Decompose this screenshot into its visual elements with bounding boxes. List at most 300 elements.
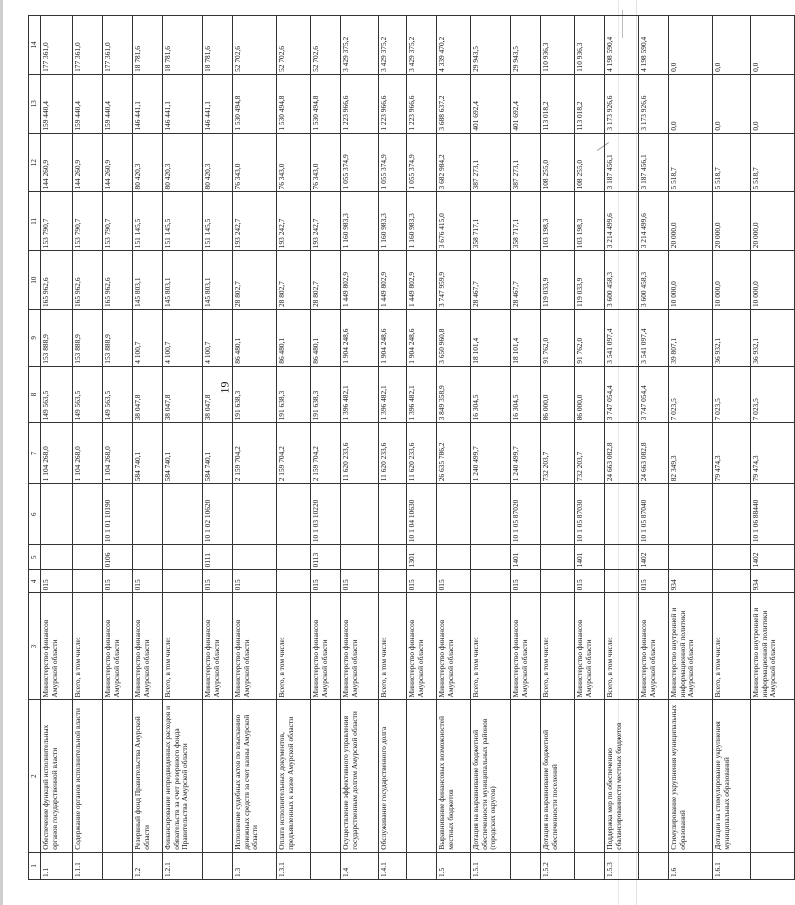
column-number: 6 <box>29 484 41 545</box>
table-cell: 24 663 082,8 <box>639 423 669 484</box>
table-cell: 4 100,7 <box>203 310 233 367</box>
column-number: 9 <box>29 310 41 367</box>
table-cell: 80 420,3 <box>163 133 203 192</box>
table-cell: 193 242,7 <box>277 192 311 251</box>
table-cell: 2 159 704,2 <box>311 423 341 484</box>
table-cell: 165 962,6 <box>41 251 73 310</box>
table-cell <box>73 484 103 545</box>
table-cell: Дотации на стимулирование укрупнения муниципальных образований <box>713 700 751 852</box>
table-cell: 28 802,7 <box>233 251 277 310</box>
table-cell: 401 692,4 <box>511 74 541 133</box>
table-cell <box>103 700 133 852</box>
table-cell: 165 962,6 <box>73 251 103 310</box>
table-cell: 0113 <box>311 545 341 570</box>
table-cell <box>541 484 575 545</box>
table-cell: 10 000,0 <box>751 251 795 310</box>
table-cell: 91 762,0 <box>541 310 575 367</box>
table-cell: 144 260,9 <box>103 133 133 192</box>
table-cell <box>471 545 511 570</box>
table-row <box>437 16 471 880</box>
table-cell <box>751 852 795 879</box>
table-cell: 1.3.1 <box>277 852 311 879</box>
table-cell: 0,0 <box>751 74 795 133</box>
table-cell: Министерство внутренней и информационной политики Амурской области <box>751 593 795 700</box>
table-cell <box>639 700 669 852</box>
table-cell: 3 429 375,2 <box>379 16 407 75</box>
table-cell: 1 223 966,6 <box>379 74 407 133</box>
table-cell: 3 747 054,4 <box>639 366 669 423</box>
table-cell: 1401 <box>511 545 541 570</box>
page-number: 19 <box>217 381 232 394</box>
column-number: 4 <box>29 570 41 593</box>
table-row <box>103 16 133 880</box>
table-cell: 015 <box>341 570 379 593</box>
table-cell: 149 563,5 <box>103 366 133 423</box>
table-cell: Министерство финансов Амурской области <box>41 593 73 700</box>
table-cell: 2 159 704,2 <box>277 423 311 484</box>
table-cell <box>41 484 73 545</box>
table-cell: 3 541 097,4 <box>605 310 639 367</box>
table-cell: 151 145,5 <box>133 192 163 251</box>
table-cell: 103 198,3 <box>575 192 605 251</box>
table-cell: 4 198 590,4 <box>605 16 639 75</box>
page-edge-left <box>0 0 3 905</box>
table-cell <box>541 570 575 593</box>
table-cell: 153 790,7 <box>41 192 73 251</box>
table-cell: 38 047,8 <box>163 366 203 423</box>
table-cell: 4 100,7 <box>163 310 203 367</box>
table-cell: 39 807,1 <box>669 310 713 367</box>
table-cell: 145 803,1 <box>163 251 203 310</box>
table-cell: 146 441,1 <box>163 74 203 133</box>
table-cell: 358 717,1 <box>471 192 511 251</box>
table-cell: 1402 <box>639 545 669 570</box>
table-cell: 015 <box>407 570 437 593</box>
table-cell: 11 620 233,6 <box>341 423 379 484</box>
table-cell: 1 160 983,3 <box>407 192 437 251</box>
table-cell: 934 <box>751 570 795 593</box>
table-cell: 86 480,1 <box>233 310 277 367</box>
table-cell: 1.4.1 <box>379 852 407 879</box>
table-cell: 29 943,5 <box>471 16 511 75</box>
table-cell <box>73 545 103 570</box>
table-row <box>41 16 73 880</box>
table-cell: 1 055 374,9 <box>379 133 407 192</box>
table-cell: 10 000,0 <box>713 251 751 310</box>
table-cell: 1 530 494,8 <box>277 74 311 133</box>
table-cell: 18 101,4 <box>511 310 541 367</box>
table-cell: 1.6.1 <box>713 852 751 879</box>
table-row <box>713 16 751 880</box>
table-cell <box>471 484 511 545</box>
table-cell: 5 518,7 <box>669 133 713 192</box>
table-cell: 1 396 482,1 <box>407 366 437 423</box>
column-number: 1 <box>29 852 41 879</box>
table-cell <box>379 570 407 593</box>
table-cell: 38 047,8 <box>203 366 233 423</box>
table-cell: 1.2.1 <box>163 852 203 879</box>
table-cell: 76 343,0 <box>311 133 341 192</box>
table-cell: Содержание органов исполнительной власти <box>73 700 103 852</box>
column-number: 8 <box>29 366 41 423</box>
table-cell: 015 <box>437 570 471 593</box>
table-cell <box>605 545 639 570</box>
table-cell: 52 702,6 <box>233 16 277 75</box>
table-cell: 1 055 374,9 <box>341 133 379 192</box>
table-cell: 1402 <box>751 545 795 570</box>
table-cell: 113 018,2 <box>541 74 575 133</box>
table-cell: 18 781,6 <box>133 16 163 75</box>
table-cell: Министерство внутренней и информационной политики Амурской области <box>669 593 713 700</box>
table-cell <box>511 700 541 852</box>
table-cell: Выравнивание финансовых возможностей местных бюджетов <box>437 700 471 852</box>
table-cell <box>311 700 341 852</box>
table-cell: 3 747 054,4 <box>605 366 639 423</box>
table-cell: 3 650 960,8 <box>437 310 471 367</box>
table-row <box>751 16 795 880</box>
table-cell: 0,0 <box>669 74 713 133</box>
table-cell: Всего, в том числе: <box>379 593 407 700</box>
table-cell: 1.5 <box>437 852 471 879</box>
table-cell: 1 223 966,6 <box>341 74 379 133</box>
table-cell: 1 240 499,7 <box>511 423 541 484</box>
table-cell <box>163 545 203 570</box>
table-cell: 108 255,0 <box>575 133 605 192</box>
table-cell <box>133 545 163 570</box>
table-cell: 119 033,9 <box>541 251 575 310</box>
table-cell: 10 1 05 87020 <box>511 484 541 545</box>
table-cell: 10 1 03 10220 <box>311 484 341 545</box>
column-number: 7 <box>29 423 41 484</box>
table-cell: 193 242,7 <box>233 192 277 251</box>
table-row <box>511 16 541 880</box>
table-cell: 151 145,5 <box>163 192 203 251</box>
table-cell: 193 242,7 <box>311 192 341 251</box>
table-cell: 149 563,5 <box>73 366 103 423</box>
table-cell: 52 702,6 <box>311 16 341 75</box>
table-row <box>471 16 511 880</box>
table-cell: Министерство финансов Амурской области <box>311 593 341 700</box>
table-cell: 1 104 268,0 <box>73 423 103 484</box>
table-cell: 11 620 233,6 <box>379 423 407 484</box>
table-cell: 0,0 <box>751 16 795 75</box>
table-cell: Министерство финансов Амурской области <box>133 593 163 700</box>
table-cell: 4 198 590,4 <box>639 16 669 75</box>
table-cell: 20 000,0 <box>751 192 795 251</box>
table-cell: 146 441,1 <box>203 74 233 133</box>
table-cell: 3 600 458,3 <box>605 251 639 310</box>
table-cell <box>163 484 203 545</box>
table-cell: 86 480,1 <box>311 310 341 367</box>
table-cell: 3 541 097,4 <box>639 310 669 367</box>
table-cell: 10 1 05 87040 <box>639 484 669 545</box>
table-cell: 3 849 358,9 <box>437 366 471 423</box>
column-number: 3 <box>29 593 41 700</box>
table-row <box>407 16 437 880</box>
table-cell <box>751 700 795 852</box>
table-cell: 145 803,1 <box>133 251 163 310</box>
table-cell: 1 104 268,0 <box>103 423 133 484</box>
column-number: 2 <box>29 700 41 852</box>
table-cell: 015 <box>133 570 163 593</box>
table-cell: 144 260,9 <box>41 133 73 192</box>
table-cell: 24 663 082,8 <box>605 423 639 484</box>
table-cell <box>133 484 163 545</box>
table-cell: Обеспечение функций исполнительных органов государственной власти <box>41 700 73 852</box>
table-cell: 153 888,9 <box>73 310 103 367</box>
table-cell: 191 638,3 <box>277 366 311 423</box>
table-cell: 3 429 375,2 <box>407 16 437 75</box>
table-cell <box>407 700 437 852</box>
table-cell: 015 <box>311 570 341 593</box>
table-cell: Министерство финансов Амурской области <box>639 593 669 700</box>
table-cell: 146 441,1 <box>133 74 163 133</box>
table-cell: 177 361,0 <box>73 16 103 75</box>
table-cell <box>163 570 203 593</box>
table-cell: 7 023,5 <box>669 366 713 423</box>
table-cell: 145 803,1 <box>203 251 233 310</box>
table-cell: Министерство финансов Амурской области <box>407 593 437 700</box>
table-row <box>133 16 163 880</box>
table-cell: 29 943,5 <box>511 16 541 75</box>
table-cell: 3 214 499,6 <box>639 192 669 251</box>
table-cell: 3 214 499,6 <box>605 192 639 251</box>
table-cell: 1.2 <box>133 852 163 879</box>
table-cell: 3 600 458,3 <box>639 251 669 310</box>
table-cell: 358 717,1 <box>511 192 541 251</box>
table-row <box>639 16 669 880</box>
table-cell: 015 <box>639 570 669 593</box>
column-number: 12 <box>29 133 41 192</box>
table-cell: 1 396 482,1 <box>341 366 379 423</box>
table-cell: 103 198,3 <box>541 192 575 251</box>
column-number: 5 <box>29 545 41 570</box>
table-cell: Всего, в том числе: <box>605 593 639 700</box>
table-cell: 11 620 233,6 <box>407 423 437 484</box>
table-cell: 1 396 482,1 <box>379 366 407 423</box>
table-cell: 1 904 248,6 <box>341 310 379 367</box>
table-cell <box>341 545 379 570</box>
table-cell: Дотация на выравнивание бюджетной обеспеченности поселений <box>541 700 575 852</box>
table-cell: 7 023,5 <box>751 366 795 423</box>
table-cell: Министерство финансов Амурской области <box>233 593 277 700</box>
table-cell: 1.1.1 <box>73 852 103 879</box>
table-cell: 91 762,0 <box>575 310 605 367</box>
table-cell: 1 530 494,8 <box>311 74 341 133</box>
table-cell: 5 518,7 <box>713 133 751 192</box>
table-cell: 1 904 248,6 <box>379 310 407 367</box>
table-row <box>163 16 203 880</box>
table-cell: 80 420,3 <box>203 133 233 192</box>
table-cell: 28 467,7 <box>511 251 541 310</box>
table-cell: 015 <box>511 570 541 593</box>
table-cell: 1 160 983,3 <box>379 192 407 251</box>
table-cell: Министерство финансов Амурской области <box>203 593 233 700</box>
table-cell: 10 1 01 10190 <box>103 484 133 545</box>
table-cell <box>311 852 341 879</box>
table-cell <box>575 700 605 852</box>
table-cell: 3 173 926,6 <box>639 74 669 133</box>
table-cell: Всего, в том числе: <box>163 593 203 700</box>
table-body <box>29 16 795 880</box>
table-cell: Исполнение судебных актов по взысканию денежных средств за счет казны Амурской области <box>233 700 277 852</box>
table-cell: 934 <box>669 570 713 593</box>
table-cell: 015 <box>233 570 277 593</box>
table-cell <box>379 484 407 545</box>
table-cell <box>203 700 233 852</box>
table-cell: Министерство финансов Амурской области <box>575 593 605 700</box>
table-cell: 0,0 <box>713 16 751 75</box>
table-cell: 153 888,9 <box>103 310 133 367</box>
table-cell: 7 023,5 <box>713 366 751 423</box>
table-cell: 3 747 959,9 <box>437 251 471 310</box>
table-cell: 165 962,6 <box>103 251 133 310</box>
table-cell: 79 474,3 <box>713 423 751 484</box>
table-cell <box>277 570 311 593</box>
table-cell: 10 1 04 10630 <box>407 484 437 545</box>
table-cell: 1 530 494,8 <box>233 74 277 133</box>
table-cell <box>713 570 751 593</box>
table-cell: 76 343,0 <box>277 133 311 192</box>
table-cell: 015 <box>575 570 605 593</box>
table-cell: 10 000,0 <box>669 251 713 310</box>
table-cell: 401 692,4 <box>471 74 511 133</box>
table-cell: 86 480,1 <box>277 310 311 367</box>
table-cell: Стимулирование укрупнения муниципальных образований <box>669 700 713 852</box>
table-cell: 18 781,6 <box>163 16 203 75</box>
table-cell <box>575 852 605 879</box>
table-cell: 177 361,0 <box>103 16 133 75</box>
table-row <box>73 16 103 880</box>
table-cell: 015 <box>203 570 233 593</box>
table-cell: 28 802,7 <box>277 251 311 310</box>
table-cell: 3 676 415,0 <box>437 192 471 251</box>
table-cell: 153 888,9 <box>41 310 73 367</box>
table-cell <box>277 545 311 570</box>
table-cell: Министерство финансов Амурской области <box>341 593 379 700</box>
table-cell: 16 304,5 <box>511 366 541 423</box>
table-cell: 1 449 802,9 <box>379 251 407 310</box>
table-cell: Осуществление эффективного управления государственным долгом Амурской области <box>341 700 379 852</box>
table-cell: 015 <box>103 570 133 593</box>
table-cell: 4 100,7 <box>133 310 163 367</box>
table-cell <box>41 545 73 570</box>
table-cell: Министерство финансов Амурской области <box>103 593 133 700</box>
table-cell: 732 203,7 <box>541 423 575 484</box>
table-cell: 191 638,3 <box>233 366 277 423</box>
table-cell <box>437 545 471 570</box>
column-number: 13 <box>29 74 41 133</box>
table-cell: 3 688 637,2 <box>437 74 471 133</box>
table-cell <box>233 484 277 545</box>
table-cell: 26 635 786,2 <box>437 423 471 484</box>
table-row <box>575 16 605 880</box>
table-cell: 1 104 268,0 <box>41 423 73 484</box>
table-cell: 3 187 456,1 <box>639 133 669 192</box>
table-cell: 28 467,7 <box>471 251 511 310</box>
table-cell: 1.1 <box>41 852 73 879</box>
table-cell: Всего, в том числе: <box>541 593 575 700</box>
table-cell: 5 518,7 <box>751 133 795 192</box>
budget-table <box>28 15 795 880</box>
table-cell: 28 802,7 <box>311 251 341 310</box>
table-cell: 108 255,0 <box>541 133 575 192</box>
table-cell <box>713 484 751 545</box>
table-cell: 79 474,3 <box>751 423 795 484</box>
table-row <box>605 16 639 880</box>
table-cell: 584 740,1 <box>163 423 203 484</box>
table-cell: 159 440,4 <box>41 74 73 133</box>
table-cell: 2 159 704,2 <box>233 423 277 484</box>
table-cell <box>511 852 541 879</box>
table-cell: 191 638,3 <box>311 366 341 423</box>
table-cell: 3 173 926,6 <box>605 74 639 133</box>
table-cell <box>471 570 511 593</box>
table-cell: 80 420,3 <box>133 133 163 192</box>
table-row <box>311 16 341 880</box>
table-cell: 86 000,0 <box>541 366 575 423</box>
table-cell: Министерство финансов Амурской области <box>437 593 471 700</box>
table-cell: Дотация на выравнивание бюджетной обеспеченности муниципальных районов (городских округов) <box>471 700 511 852</box>
table-cell: 52 702,6 <box>277 16 311 75</box>
column-number-row <box>29 16 41 880</box>
table-cell: 86 000,0 <box>575 366 605 423</box>
table-cell <box>605 570 639 593</box>
rotated-table-wrapper <box>28 15 778 880</box>
table-cell: 36 932,1 <box>713 310 751 367</box>
table-cell: 1 055 374,9 <box>407 133 437 192</box>
table-cell: 36 932,1 <box>751 310 795 367</box>
table-cell: 3 187 456,1 <box>605 133 639 192</box>
table-cell <box>233 545 277 570</box>
table-cell: 119 033,9 <box>575 251 605 310</box>
table-cell: 10 1 02 10620 <box>203 484 233 545</box>
table-row <box>233 16 277 880</box>
column-number: 10 <box>29 251 41 310</box>
table-cell: 38 047,8 <box>133 366 163 423</box>
table-cell: 110 936,3 <box>575 16 605 75</box>
table-cell: 113 018,2 <box>575 74 605 133</box>
table-cell: Всего, в том числе: <box>713 593 751 700</box>
table-cell: 1401 <box>575 545 605 570</box>
table-cell <box>605 484 639 545</box>
table-cell: 0111 <box>203 545 233 570</box>
table-cell: 159 440,4 <box>103 74 133 133</box>
table-cell <box>341 484 379 545</box>
table-cell: 732 203,7 <box>575 423 605 484</box>
table-cell: 177 361,0 <box>41 16 73 75</box>
table-cell <box>203 852 233 879</box>
table-cell <box>437 484 471 545</box>
table-cell: Оплата исполнительных документов, предъявленных к казне Амурской области <box>277 700 311 852</box>
table-cell: 1 240 499,7 <box>471 423 511 484</box>
table-cell: 1 449 802,9 <box>341 251 379 310</box>
table-cell: 015 <box>41 570 73 593</box>
table-row <box>203 16 233 880</box>
table-cell: 584 740,1 <box>203 423 233 484</box>
table-cell <box>541 545 575 570</box>
table-cell: 1 223 966,6 <box>407 74 437 133</box>
table-cell <box>277 484 311 545</box>
table-cell: 76 343,0 <box>233 133 277 192</box>
table-cell <box>73 570 103 593</box>
table-cell: Всего, в том числе: <box>73 593 103 700</box>
table-cell: 18 781,6 <box>203 16 233 75</box>
table-cell: 1 160 983,3 <box>341 192 379 251</box>
table-cell: 144 260,9 <box>73 133 103 192</box>
table-cell <box>669 484 713 545</box>
table-cell: 159 440,4 <box>73 74 103 133</box>
